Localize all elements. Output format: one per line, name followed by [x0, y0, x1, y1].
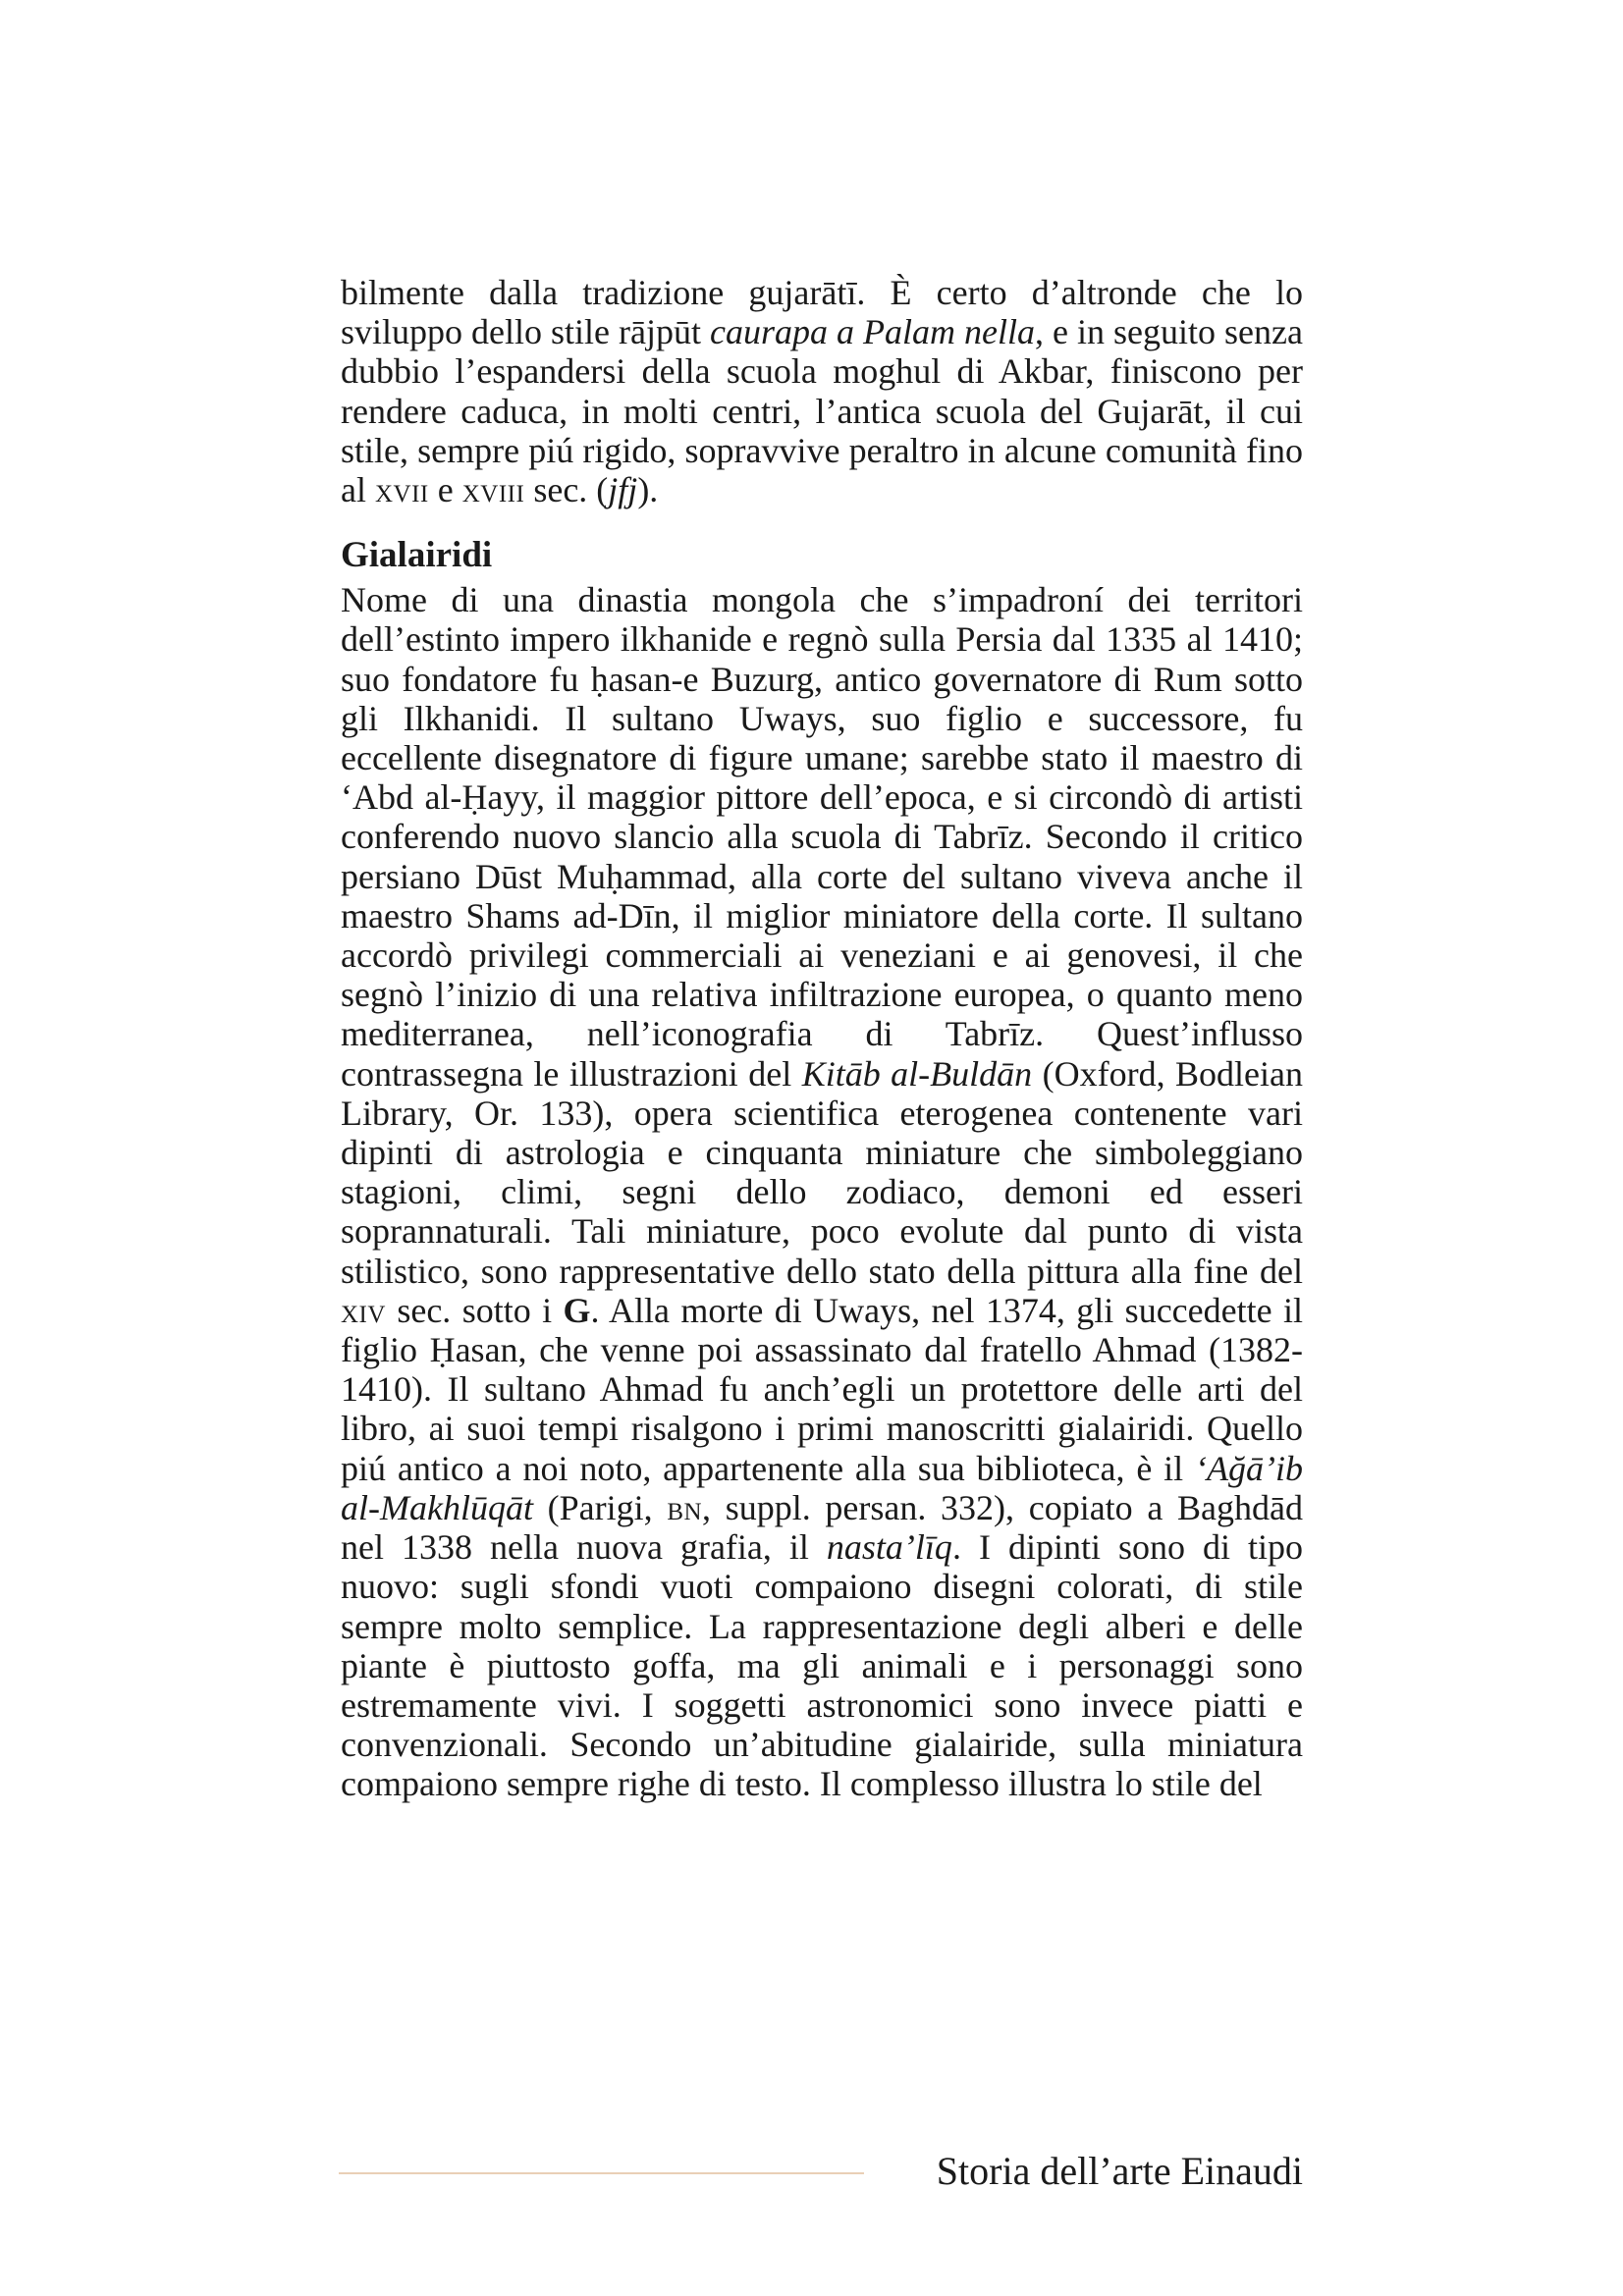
text-run: . I dipinti sono di tipo nuovo: sugli sfondi vuoti compaiono disegni colorati, di stile sempre molto semplice. La rappresentazione degli alberi e delle piante è piuttosto goffa, ma gli animali e i personaggi sono estremamente vivi. I soggetti astronomici sono invece piatti e convenzionali. Secondo un’abitudine gialairide, sulla miniatura compaiono sempre righe di testo. Il complesso illustra lo stile del: [341, 1527, 1303, 1804]
entry-heading: Gialairidi: [341, 535, 493, 576]
continuation-paragraph: [341, 273, 1303, 509]
text-run: nasta’līq: [826, 1527, 952, 1568]
text-run: ‘Ağā’ib al-Makhlūqāt: [341, 1448, 1303, 1527]
footer-rule: [339, 2172, 864, 2174]
text-run: Kitāb al-Buldān: [801, 1053, 1033, 1094]
text-run: (Oxford, Bodleian Library, Or. 133), opera scientifica eterogenea contenente vari dipinti di astrologia e cinquanta miniature che simboleggiano stagioni, climi, segni dello zodiaco, demoni ed esseri soprannaturali. Tali miniature, poco evolute dal punto di vista stilistico, sono rappresentative dello stato della pittura alla fine del: [341, 1053, 1304, 1291]
text-run: xiv: [341, 1290, 386, 1330]
entry-body: [341, 580, 1303, 1803]
text-run: bilmente dalla tradizione gujarātī. È certo d’altronde che lo sviluppo dello stile rājpūt: [341, 273, 1303, 352]
text-run: sec. (: [524, 470, 609, 510]
text-run: caurapa a Palam nella: [710, 312, 1036, 352]
text-column: [341, 273, 1303, 1804]
text-run: G: [563, 1290, 591, 1330]
text-run: Nome di una dinastia mongola che s’impadroní dei territori dell’estinto impero ilkhanide e regnò sulla Persia dal 1335 al 1410; suo fondatore fu ḥasan-e Buzurg, antico governatore di Rum sotto gli Ilkhanidi. Il sultano Uways, suo figlio e successore, fu eccellente disegnatore di figure umane; sarebbe stato il maestro di ‘Abd al-Ḥayy, il maggior pittore dell’epoca, e si circondò di artisti conferendo nuovo slancio alla scuola di Tabrīz. Secondo il critico persiano Dūst Muḥammad, alla corte del sultano viveva anche il maestro Shams ad-Dīn, il miglior miniatore della corte. Il sultano accordò privilegi commerciali ai veneziani e ai genovesi, il che segnò l’inizio di una relativa infiltrazione europea, o quanto meno mediterranea, nell’iconografia di Tabrīz. Quest’influsso contrassegna le illustrazioni del: [341, 580, 1303, 1094]
text-run: , e in seguito senza dubbio l’espandersi della scuola moghul di Akbar, finiscono per rendere caduca, in molti centri, l’antica scuola del Gujarāt, il cui stile, sempre piú rigido, sopravvive peraltro in alcune comunità fino al: [341, 312, 1303, 510]
text-run: . Alla morte di Uways, nel 1374, gli succedette il figlio Ḥasan, che venne poi assassinato dal fratello Ahmad (1382-1410). Il sultano Ahmad fu anch’egli un protettore delle arti del libro, ai suoi tempi risalgono i primi manoscritti gialairidi. Quello piú antico a noi noto, appartenente alla sua biblioteca, è il: [341, 1290, 1303, 1488]
text-run: xviii: [461, 470, 525, 510]
text-run: xvii: [374, 470, 429, 510]
text-run: sec. sotto i: [385, 1290, 564, 1330]
text-run: jfj: [608, 470, 638, 510]
text-run: , suppl. persan. 332), copiato a Baghdād nel 1338 nella nuova grafia, il: [341, 1487, 1303, 1568]
text-run: e: [428, 470, 462, 510]
text-run: (Parigi,: [532, 1487, 668, 1527]
text-run: ).: [637, 470, 659, 510]
text-run: bn: [667, 1487, 703, 1527]
footer-title: Storia dell’arte Einaudi: [936, 2149, 1303, 2193]
